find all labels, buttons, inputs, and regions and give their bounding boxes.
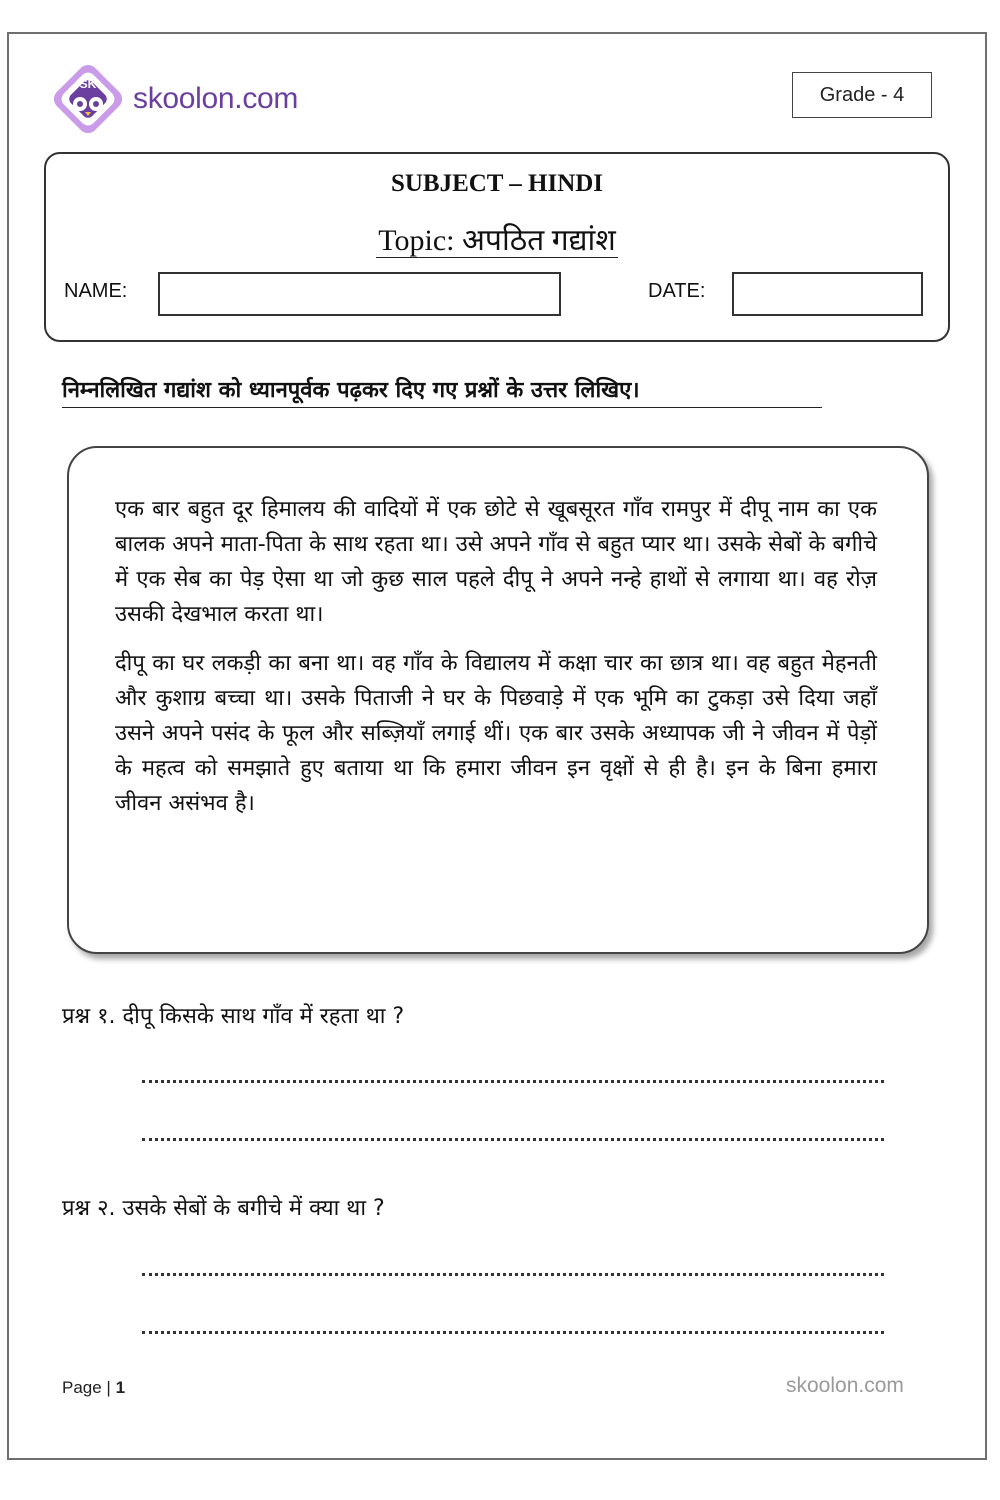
page-separator: |	[101, 1378, 116, 1397]
grade-label: Grade - 4	[792, 72, 932, 118]
header-box	[44, 152, 950, 342]
logo-text: skoolon.com	[133, 82, 299, 115]
owl-logo-icon	[47, 58, 129, 140]
answer-line[interactable]	[142, 1080, 884, 1083]
footer-site[interactable]: skoolon.com	[786, 1374, 904, 1397]
page-label: Page	[62, 1378, 102, 1397]
question-2: प्रश्न २. उसके सेबों के बगीचे में क्या था ?	[62, 1196, 385, 1221]
subject-title: SUBJECT – HINDI	[390, 170, 604, 197]
answer-line[interactable]	[142, 1138, 884, 1141]
topic-text: Topic: अपठित गद्यांश	[378, 224, 616, 257]
skoolon-logo[interactable]	[47, 58, 298, 140]
passage-paragraph: एक बार बहुत दूर हिमालय की वादियों में एक छोटे से खूबसूरत गाँव रामपुर में दीपू नाम का एक बालक अपने माता-पिता के साथ रहता था। उसे अपने गाँव से बहुत प्यार था। उसके सेबों के बगीचे में एक सेब का पेड़ ऐसा था जो कुछ साल पहले दीपू ने अपने नन्हे हाथों से लगाया था। वह रोज़ उसकी देखभाल करता था।	[115, 497, 877, 627]
page-number-value: 1	[115, 1378, 126, 1397]
question-1: प्रश्न १. दीपू किसके साथ गाँव में रहता था ?	[62, 1004, 405, 1029]
date-field[interactable]	[732, 272, 923, 316]
page-number	[62, 1378, 125, 1398]
instruction-heading: निम्नलिखित गद्यांश को ध्यानपूर्वक पढ़कर दिए गए प्रश्नों के उत्तर लिखिए।	[62, 374, 822, 408]
topic-title	[46, 218, 948, 259]
logo-initials: SK	[79, 77, 97, 91]
passage-paragraph: दीपू का घर लकड़ी का बना था। वह गाँव के विद्यालय में कक्षा चार का छात्र था। वह बहुत मेहनती और कुशाग्र बच्चा था। उसके पिताजी ने घर के पिछवाड़े में एक भूमि का टुकड़ा उसे दिया जहाँ उसने अपने पसंद के फूल और सब्ज़ियाँ लगाई थीं। एक बार उसके अध्यापक जी ने जीवन में पेड़ों के महत्व को समझाते हुए बताया था कि हमारा जीवन इन वृक्षों से ही है। इन के बिना हमारा जीवन असंभव है।	[115, 651, 877, 816]
date-label: DATE:	[648, 280, 706, 302]
name-field[interactable]	[158, 272, 561, 316]
passage-box	[67, 446, 929, 954]
answer-line[interactable]	[142, 1273, 884, 1276]
name-label: NAME:	[64, 280, 128, 302]
answer-line[interactable]	[142, 1331, 884, 1334]
passage	[115, 492, 877, 835]
